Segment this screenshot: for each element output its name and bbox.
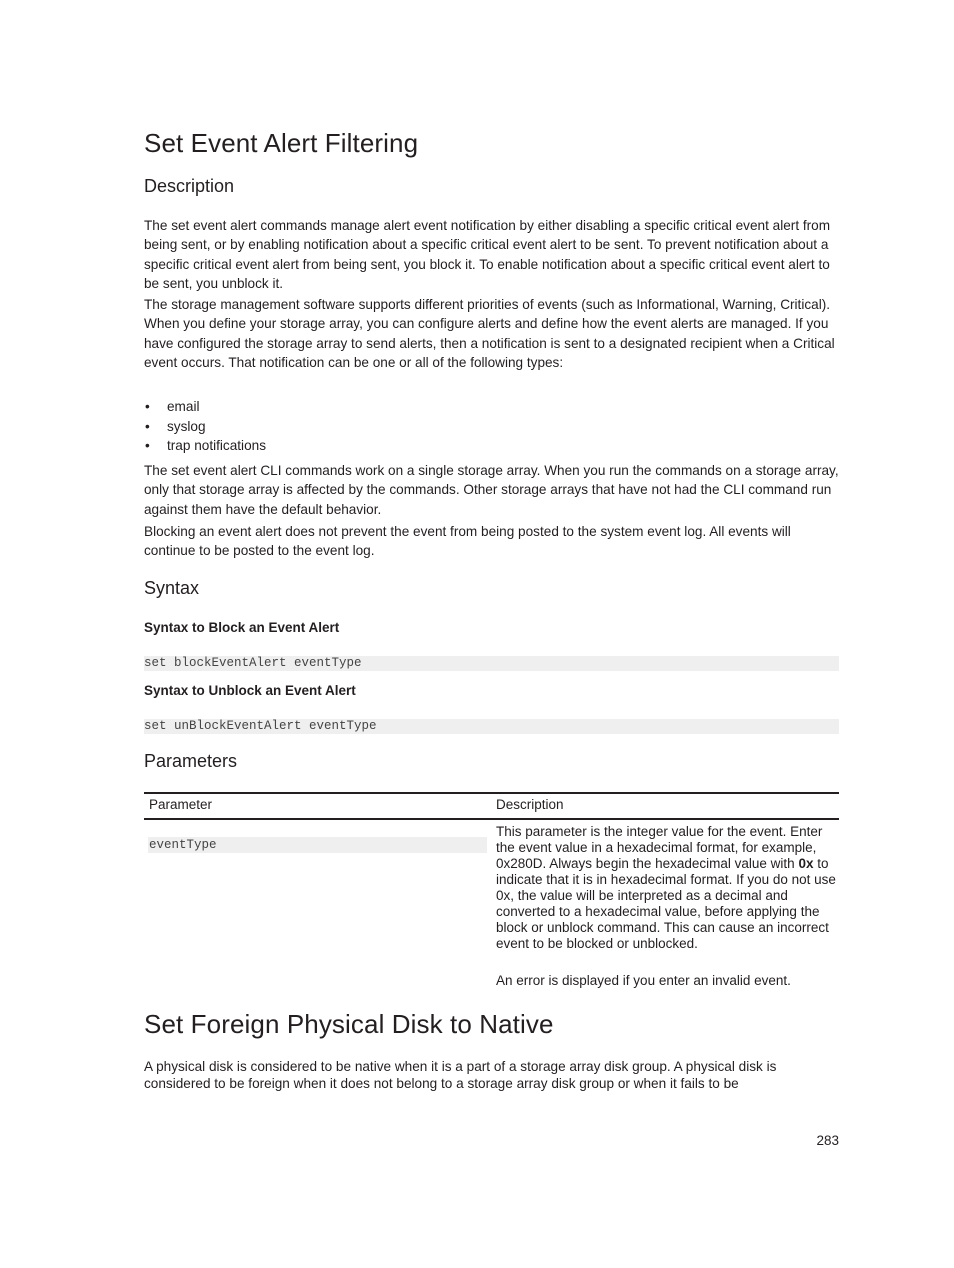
description-heading: Description bbox=[144, 176, 235, 196]
description-paragraph-1: The set event alert commands manage alert event notification by either disabling a specific critical event alert from being sent, or by enabling notification about a specific critical event alert to be sent. To prevent notification about a specific critical event alert from being sent, you block it. To enable notification about a specific critical event alert to be sent, you unblock it. bbox=[144, 218, 831, 291]
section-2-paragraph: A physical disk is considered to be native when it is a part of a storage array disk group. A physical disk is considered to be foreign when it does not belong to a storage array disk group or when it fails to be bbox=[144, 1059, 777, 1091]
table-top-rule bbox=[144, 792, 839, 794]
bullet-icon: • bbox=[145, 399, 150, 414]
alert-types-list bbox=[144, 397, 266, 456]
list-item: • syslog bbox=[144, 417, 266, 437]
parameter-description: This parameter is the integer value for the event. Enter the event value in a hexadecimal format, for example, 0x280D. Always begin the hexadecimal value with 0x to indicate that it is in hexadecimal format. If you do not use 0x, the value will be interpreted as a decimal and converted to a hexadecimal value, before applying the block or unblock command. This can cause an incorrect event to be blocked or unblocked. bbox=[496, 824, 836, 951]
syntax-block-code: set blockEventAlert eventType bbox=[144, 656, 839, 671]
table-header-description: Description bbox=[496, 797, 564, 812]
bullet-icon: • bbox=[145, 438, 150, 453]
syntax-unblock-heading: Syntax to Unblock an Event Alert bbox=[144, 683, 356, 698]
parameter-description-note: An error is displayed if you enter an invalid event. bbox=[496, 973, 791, 988]
section-title-2: Set Foreign Physical Disk to Native bbox=[144, 1009, 554, 1039]
description-paragraph-3: The set event alert CLI commands work on a single storage array. When you run the commands on a storage array, only that storage array is affected by the commands. Other storage arrays that have not had the CLI command run against them have the default behavior. bbox=[144, 463, 839, 517]
bullet-icon: • bbox=[145, 418, 150, 434]
syntax-block-heading: Syntax to Block an Event Alert bbox=[144, 620, 340, 635]
parameters-heading: Parameters bbox=[144, 751, 238, 771]
description-paragraph-4: Blocking an event alert does not prevent the event from being posted to the system event log. All events will continue to be posted to the event log. bbox=[144, 524, 791, 559]
list-item: • email bbox=[144, 397, 266, 417]
list-item: • trap notifications bbox=[144, 436, 266, 456]
table-header-rule bbox=[144, 818, 839, 820]
page-number: 283 bbox=[816, 1133, 839, 1148]
section-title: Set Event Alert Filtering bbox=[144, 128, 419, 158]
description-paragraph-2: The storage management software supports different priorities of events (such as Informational, Warning, Critical). When you define your storage array, you can configure alerts and define how the event alerts are managed. If you have configured the storage array to send alerts, then a notification is sent to a designated recipient when a Critical event occurs. That notification can be one or all of the following types: bbox=[144, 297, 835, 370]
syntax-unblock-code: set unBlockEventAlert eventType bbox=[144, 719, 839, 734]
table-header-parameter: Parameter bbox=[149, 797, 213, 812]
parameter-name-code: eventType bbox=[148, 837, 487, 853]
syntax-heading: Syntax bbox=[144, 578, 200, 598]
